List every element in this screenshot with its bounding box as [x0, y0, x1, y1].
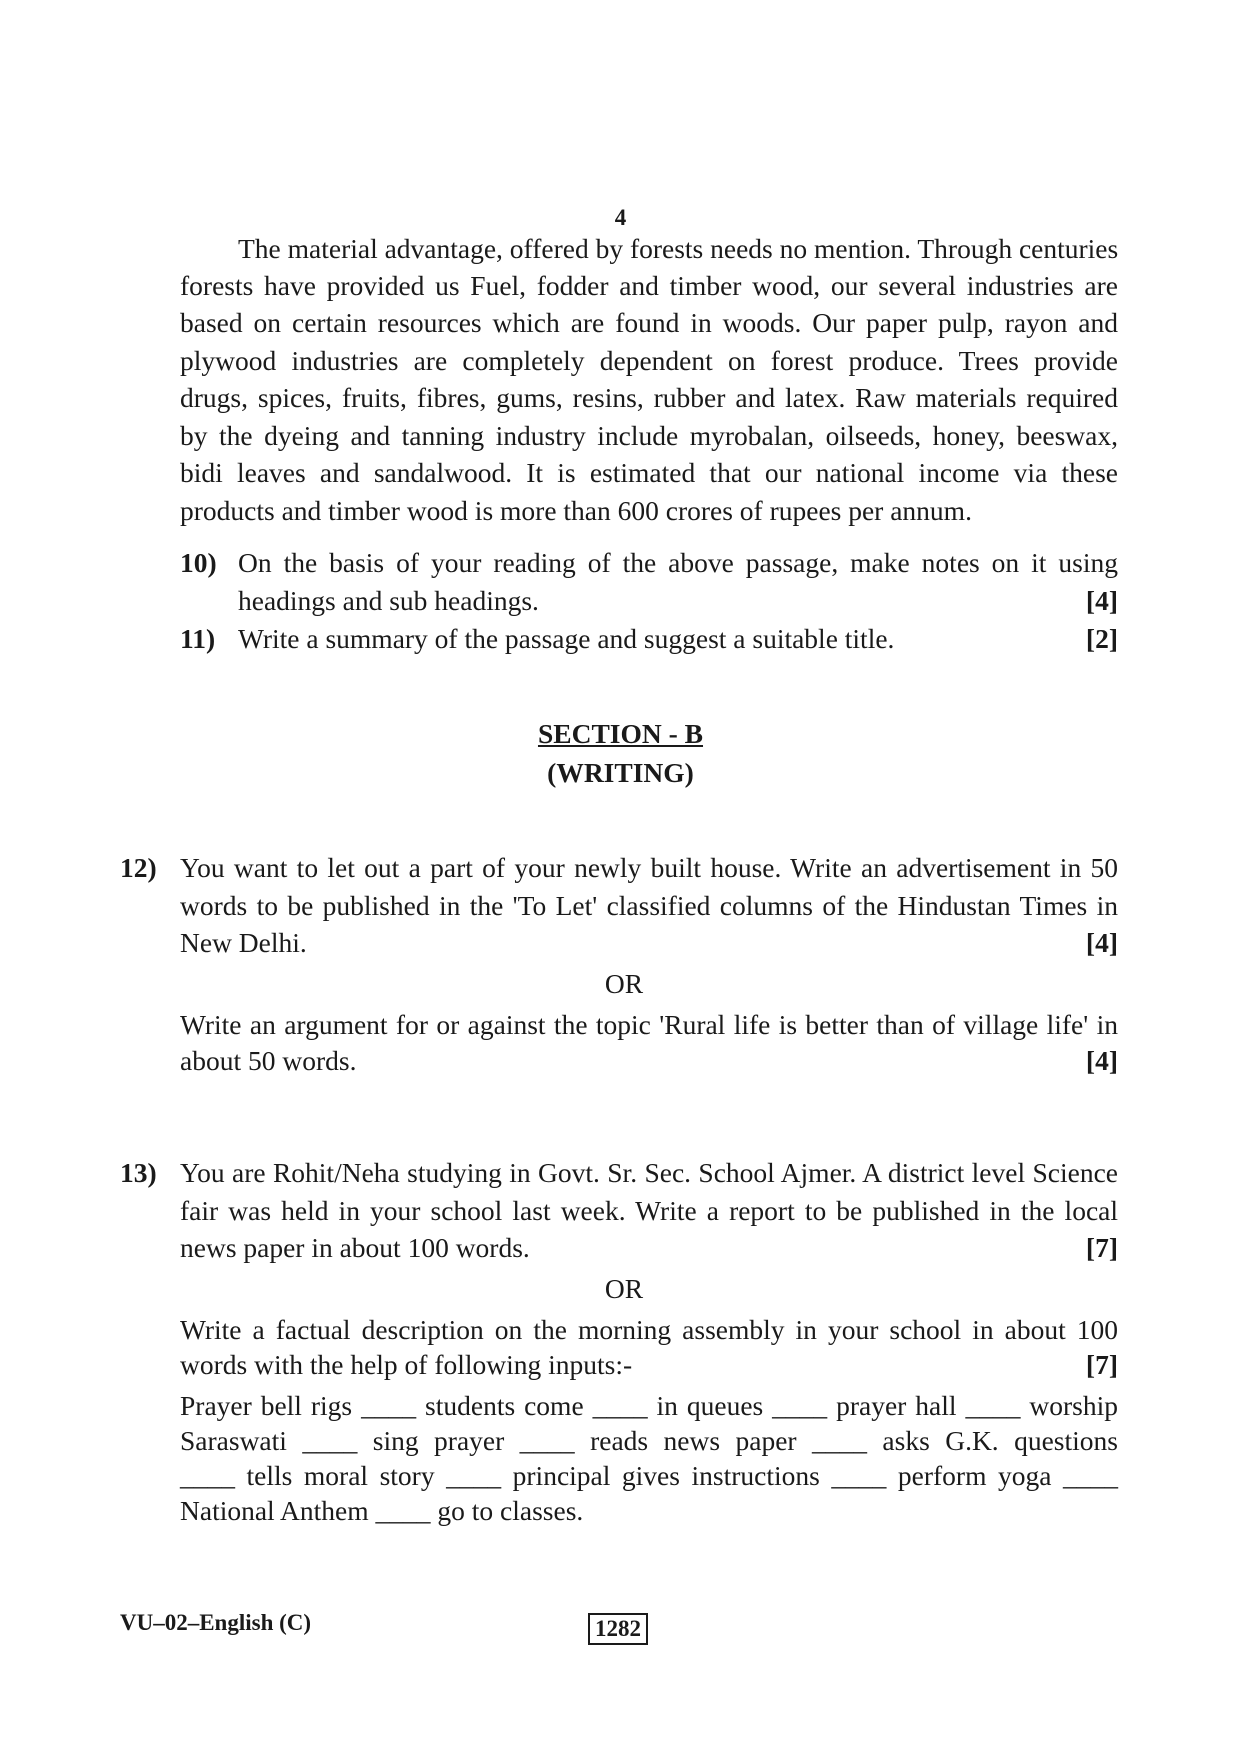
or-divider: OR — [604, 1273, 644, 1304]
marks-label: [7] — [1085, 1232, 1118, 1263]
question-text: words with the help of following inputs:- — [180, 1349, 633, 1380]
question-12 — [120, 850, 1118, 1080]
passage-line: products and timber wood is more than 600 crores of rupees per annum. — [180, 495, 972, 526]
question-text: Write a summary of the passage and suggest a suitable title. — [238, 623, 895, 654]
inputs-line: ____ tells moral story ____ principal gives instructions ____ perform yoga ____ — [180, 1460, 1118, 1491]
marks-label: [7] — [1085, 1349, 1118, 1380]
question-text: about 50 words. — [180, 1045, 357, 1076]
question-number: 13) — [120, 1157, 157, 1188]
passage-line: drugs, spices, fruits, fibres, gums, resins, rubber and latex. Raw materials required — [180, 382, 1118, 413]
question-text: Write an argument for or against the topic 'Rural life is better than of village life' in — [180, 1009, 1118, 1040]
question-number: 11) — [180, 623, 216, 654]
marks-label: [4] — [1085, 1045, 1118, 1076]
or-divider: OR — [604, 968, 644, 999]
passage-line: plywood industries are completely dependent on forest produce. Trees provide — [180, 345, 1118, 376]
question-text: New Delhi. — [180, 927, 307, 958]
question-number: 10) — [180, 547, 217, 578]
section-subheading: (WRITING) — [547, 757, 694, 788]
question-10 — [180, 545, 1118, 625]
passage-line: by the dyeing and tanning industry include myrobalan, oilseeds, honey, beeswax, — [180, 420, 1118, 451]
question-number: 12) — [120, 852, 157, 883]
question-13 — [120, 1155, 1118, 1535]
marks-label: [4] — [1085, 585, 1118, 616]
question-text: Write a factual description on the morning assembly in your school in about 100 — [180, 1314, 1118, 1345]
passage-line: The material advantage, offered by forests needs no mention. Through centuries — [238, 233, 1119, 264]
passage-line: bidi leaves and sandalwood. It is estimated that our national income via these — [180, 457, 1118, 488]
section-heading: SECTION - B — [537, 718, 704, 749]
passage-line: based on certain resources which are found in woods. Our paper pulp, rayon and — [180, 307, 1118, 338]
passage-line: forests have provided us Fuel, fodder and timber wood, our several industries are — [180, 270, 1118, 301]
question-text: fair was held in your school last week. Write a report to be published in the local — [180, 1195, 1118, 1226]
question-text: words to be published in the 'To Let' classified columns of the Hindustan Times in — [180, 890, 1118, 921]
question-11 — [180, 621, 1118, 661]
question-text: On the basis of your reading of the above passage, make notes on it using — [238, 547, 1118, 578]
question-text: You want to let out a part of your newly built house. Write an advertisement in 50 — [180, 852, 1118, 883]
inputs-line: Saraswati ____ sing prayer ____ reads news paper ____ asks G.K. questions — [180, 1425, 1118, 1456]
inputs-line: National Anthem ____ go to classes. — [180, 1495, 584, 1526]
inputs-line: Prayer bell rigs ____ students come ____ in queues ____ prayer hall ____ worship — [180, 1390, 1118, 1421]
footer-paper-code: VU–02–English (C) — [120, 1610, 312, 1635]
marks-label: [4] — [1085, 927, 1118, 958]
question-text: news paper in about 100 words. — [180, 1232, 530, 1263]
question-text: You are Rohit/Neha studying in Govt. Sr. Sec. School Ajmer. A district level Science — [180, 1157, 1118, 1188]
question-text: headings and sub headings. — [238, 585, 539, 616]
marks-label: [2] — [1085, 623, 1118, 654]
page-number: 4 — [614, 205, 627, 230]
footer-paper-id: 1282 — [588, 1613, 648, 1645]
